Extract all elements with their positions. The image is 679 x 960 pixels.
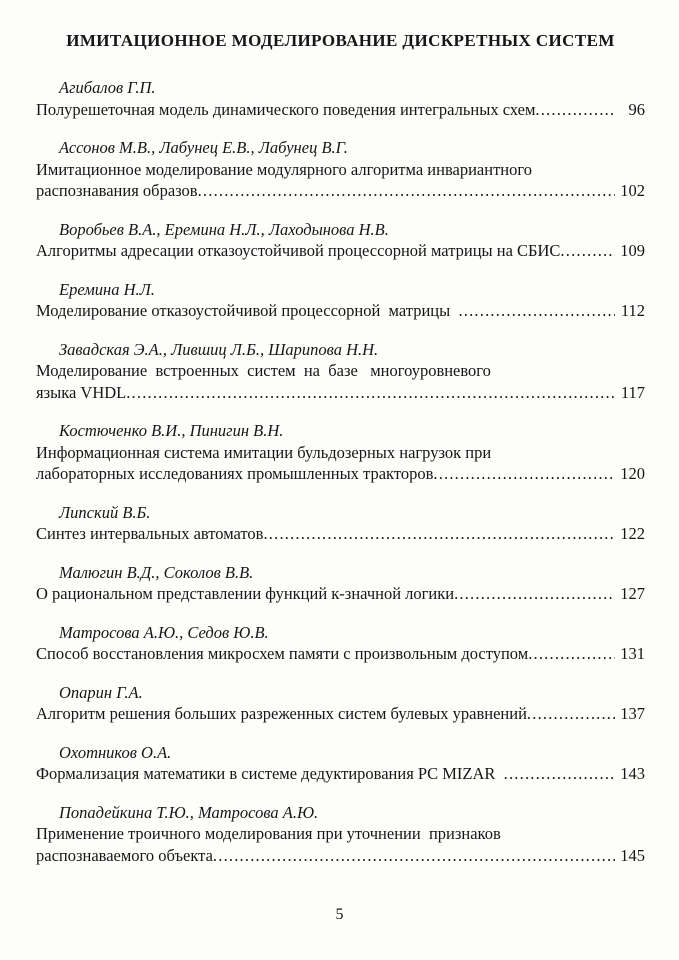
- dot-leader: [458, 300, 615, 322]
- toc-entry: [36, 339, 645, 404]
- toc-entry-title-line: [36, 99, 645, 121]
- dot-leader: [527, 703, 615, 725]
- dot-leader: [504, 763, 615, 785]
- toc-entry-lines: [36, 703, 645, 725]
- toc-entry-title-line: [36, 583, 645, 605]
- dot-leader: [213, 845, 615, 867]
- toc-entry-title-line: [36, 463, 645, 485]
- toc-entry-page-number: 145: [620, 845, 645, 865]
- toc-entry: [36, 279, 645, 322]
- toc-entry-title-line: [36, 845, 645, 867]
- toc-entry-authors: Ассонов М.В., Лабунец Е.В., Лабунец В.Г.: [59, 138, 348, 157]
- toc-entry-title-line: [36, 240, 645, 262]
- toc-entry: [36, 502, 645, 545]
- toc-entry-title-text: Способ восстановления микросхем памяти с произвольным доступом: [36, 644, 529, 663]
- toc-entry-page-number: 131: [620, 644, 645, 663]
- toc-entry-title-text: Имитационное моделирование модулярного алгоритма инвариантного: [36, 159, 532, 179]
- dot-leader: [126, 382, 615, 404]
- toc-entry-title-text: Моделирование отказоустойчивой процессорной матрицы: [36, 301, 459, 320]
- toc-entry: [36, 622, 645, 665]
- toc-entry-title-text: распознаваемого объекта: [36, 845, 213, 865]
- toc-entry-title-text: Алгоритм решения больших разреженных систем булевых уравнений: [36, 704, 527, 723]
- dot-leader: [560, 240, 615, 262]
- toc-entry-authors: Агибалов Г.П.: [59, 78, 156, 97]
- toc-entry-authors: Охотников О.А.: [59, 742, 172, 762]
- toc-entry-page-number: 102: [620, 181, 645, 200]
- toc-entry: [36, 562, 645, 605]
- toc-entry-page-number: 120: [620, 464, 645, 483]
- toc-entry: [36, 742, 645, 785]
- toc-entry-lines: [36, 360, 645, 403]
- toc-entry-lines: [36, 763, 645, 785]
- toc-entries: [36, 77, 645, 866]
- toc-entry-title-text: лабораторных исследованиях промышленных тракторов: [36, 464, 434, 483]
- toc-entry-lines: [36, 643, 645, 665]
- toc-entry-title-line: [36, 382, 645, 404]
- toc-entry-lines: [36, 823, 645, 866]
- toc-entry-authors: Костюченко В.И., Пинигин В.Н.: [59, 421, 284, 440]
- page-number: 5: [335, 906, 344, 923]
- toc-entry-page-number: 122: [620, 524, 645, 543]
- toc-entry-title-line: [36, 823, 645, 845]
- toc-entry-title-text: Информационная система имитации бульдозерных нагрузок при: [36, 442, 492, 462]
- toc-entry-title-line: [36, 180, 645, 202]
- toc-entry-lines: [36, 159, 645, 202]
- toc-entry-title-text: О рациональном представлении функций к-значной логики: [36, 584, 455, 603]
- toc-entry-title-line: [36, 703, 645, 725]
- toc-entry-lines: [36, 300, 645, 322]
- dot-leader: [263, 523, 615, 545]
- toc-entry-lines: [36, 99, 645, 121]
- dot-leader: [454, 583, 615, 605]
- toc-entry-title-text: Синтез интервальных автоматов: [36, 524, 264, 543]
- toc-entry-page-number: 143: [620, 764, 645, 783]
- toc-entry-lines: [36, 442, 645, 485]
- toc-entry-title-line: [36, 442, 645, 464]
- toc-entry-title-line: [36, 300, 645, 322]
- toc-entry-page-number: 137: [620, 704, 645, 723]
- toc-entry: [36, 420, 645, 485]
- toc-entry-title-text: Применение троичного моделирования при уточнении признаков: [36, 824, 501, 843]
- toc-entry: [36, 219, 645, 262]
- toc-entry-authors: Еремина Н.Л.: [59, 279, 155, 299]
- toc-entry-title-line: [36, 360, 645, 382]
- toc-entry-authors: Завадская Э.А., Лившиц Л.Б., Шарипова Н.Н.: [59, 339, 379, 359]
- toc-entry-page-number: 112: [620, 301, 645, 320]
- toc-entry-title-line: [36, 763, 645, 785]
- dot-leader: [198, 180, 615, 202]
- toc-entry: [36, 802, 645, 867]
- toc-entry-title-text: Полурешеточная модель динамического поведения интегральных схем: [36, 99, 536, 119]
- toc-entry-title-text: языка VHDL: [36, 382, 127, 402]
- toc-entry-page-number: 127: [620, 584, 645, 603]
- toc-entry-title-text: Формализация математики в системе дедуктирования PC MIZAR: [36, 764, 504, 783]
- toc-entry-title-line: [36, 159, 645, 181]
- toc-entry-page-number: 109: [620, 241, 645, 260]
- toc-entry: [36, 77, 645, 120]
- toc-entry-authors: Матросова А.Ю., Седов Ю.В.: [59, 622, 269, 642]
- toc-entry: [36, 137, 645, 202]
- toc-entry: [36, 682, 645, 725]
- dot-leader: [433, 463, 615, 485]
- section-title: ИМИТАЦИОННОЕ МОДЕЛИРОВАНИЕ ДИСКРЕТНЫХ СИСТЕМ: [66, 31, 615, 50]
- toc-entry-title-text: Алгоритмы адресации отказоустойчивой процессорной матрицы на СБИС: [36, 241, 561, 260]
- toc-entry-title-line: [36, 643, 645, 665]
- toc-entry-lines: [36, 583, 645, 605]
- toc-entry-title-text: Моделирование встроенных систем на базе многоуровневого: [36, 361, 491, 380]
- toc-entry-authors: Воробьев В.А., Еремина Н.Л., Лаходынова Н.В.: [59, 219, 389, 239]
- toc-entry-page-number: 96: [628, 99, 645, 119]
- toc-entry-authors: Попадейкина Т.Ю., Матросова А.Ю.: [59, 802, 319, 822]
- toc-entry-authors: Липский В.Б.: [59, 502, 151, 522]
- toc-entry-authors: Малюгин В.Д., Соколов В.В.: [59, 562, 254, 582]
- toc-entry-lines: [36, 523, 645, 545]
- toc-entry-authors: Опарин Г.А.: [59, 682, 143, 702]
- toc-entry-page-number: 117: [620, 382, 645, 402]
- toc-entry-lines: [36, 240, 645, 262]
- toc-entry-title-line: [36, 523, 645, 545]
- dot-leader: [535, 99, 615, 121]
- dot-leader: [528, 643, 615, 665]
- toc-entry-title-text: распознавания образов: [36, 181, 198, 200]
